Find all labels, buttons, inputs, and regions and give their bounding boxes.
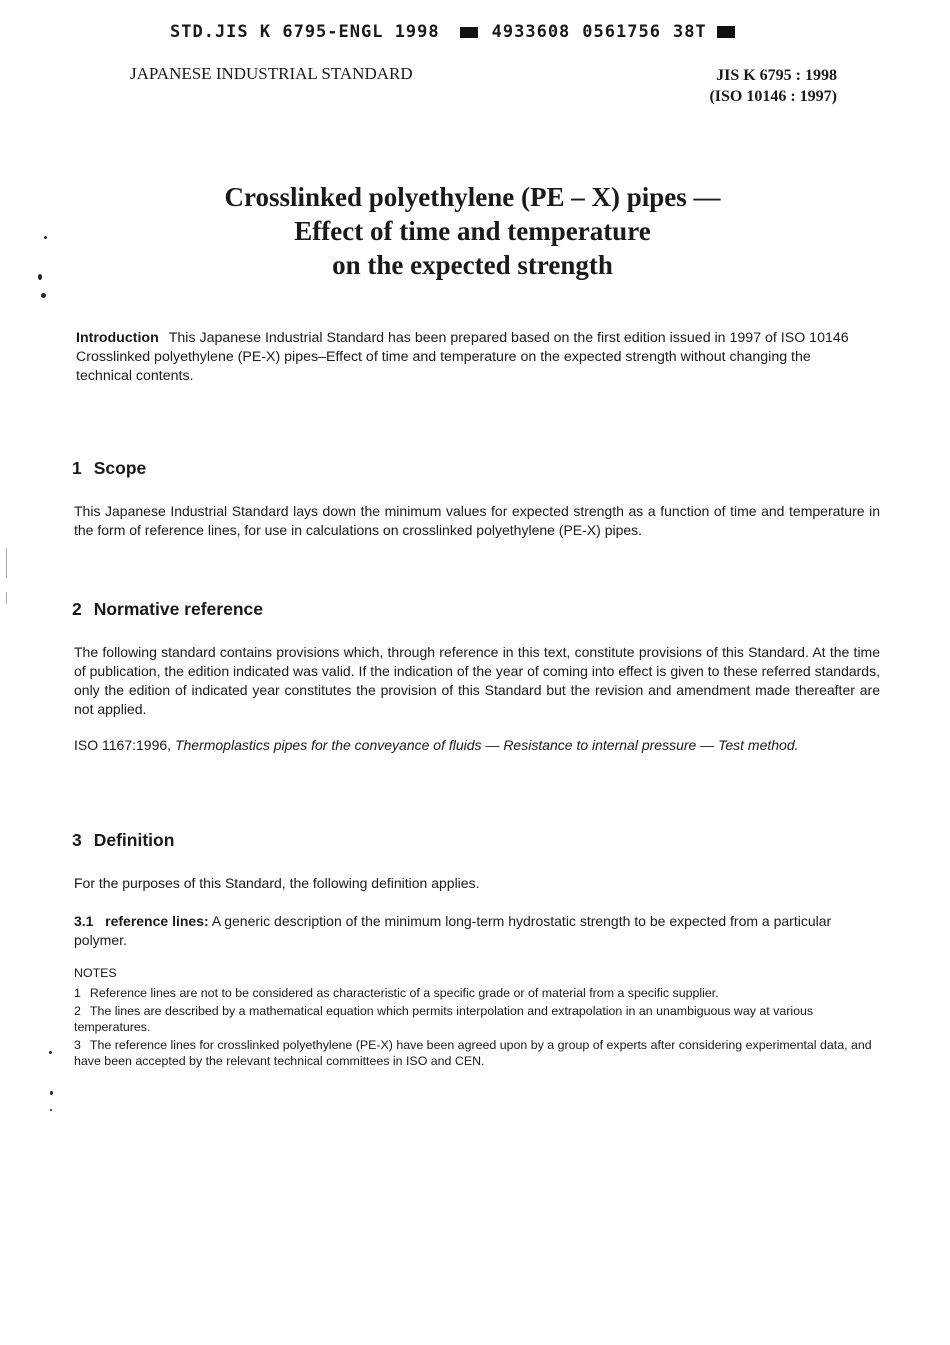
- note-text: Reference lines are not to be considered as characteristic of a specific grade or of material from a specific supplier.: [89, 986, 719, 1000]
- item-text: A generic description of the minimum long-term hydrostatic strength to be expected from a particular polymer.: [74, 913, 832, 948]
- jis-number: JIS K 6795 : 1998: [716, 67, 837, 84]
- section-heading-scope: [72, 458, 146, 479]
- notes-block: [74, 965, 880, 1071]
- notes-heading: NOTES: [74, 966, 117, 980]
- note-item: [74, 985, 880, 1001]
- note-text: The reference lines for crosslinked polyethylene (PE-X) have been agreed upon by a group of experts after considering experimental data, and have been accepted by the relevant technical committees in ISO and CEN.: [74, 1038, 872, 1068]
- note-number: 3: [74, 1038, 81, 1052]
- section-number: 3: [72, 830, 82, 850]
- normative-reference-entry: [74, 736, 880, 755]
- introduction-text: This Japanese Industrial Standard has been prepared based on the first edition issued in 1997 of ISO 10146 Crosslinked polyethylene (PE-X) pipes–Effect of time and temperature on the expected strength without changing the technical contents.: [76, 330, 849, 384]
- definition-item: [74, 912, 880, 950]
- scan-speck: [50, 1109, 52, 1111]
- redaction-block: [717, 26, 735, 38]
- reference-title: Thermoplastics pipes for the conveyance of fluids — Resistance to internal pressure — Test method.: [174, 737, 799, 753]
- scan-speck: [50, 1091, 53, 1095]
- title-line-3: on the expected strength: [332, 250, 613, 280]
- introduction: [76, 329, 866, 386]
- note-number: 1: [74, 986, 81, 1000]
- title-line-2: Effect of time and temperature: [294, 216, 651, 246]
- introduction-heading: Introduction: [76, 330, 159, 346]
- stamp-code-3: 38T: [672, 22, 707, 42]
- item-number: 3.1: [74, 913, 94, 929]
- standard-type: JAPANESE INDUSTRIAL STANDARD: [130, 64, 413, 83]
- note-item: [74, 1003, 880, 1035]
- reference-id: ISO 1167:1996,: [74, 737, 172, 753]
- redaction-block: [460, 27, 478, 38]
- stamp-prefix: STD.JIS K 6795-ENGL 1998: [170, 22, 440, 42]
- section-title: Scope: [93, 458, 147, 478]
- scan-edge-line: [6, 548, 7, 578]
- note-text: The lines are described by a mathematical equation which permits interpolation and extrapolation in an unambiguous way at various temperatures.: [74, 1004, 814, 1034]
- stamp-code-1: 4933608: [491, 22, 571, 42]
- stamp-code-2: 0561756: [582, 22, 661, 42]
- title-line-1: Crosslinked polyethylene (PE – X) pipes —: [224, 182, 721, 212]
- iso-number: (ISO 10146 : 1997): [709, 88, 837, 105]
- scan-edge-line: [6, 592, 7, 604]
- scan-speck: [49, 1051, 52, 1054]
- section-title: Normative reference: [93, 599, 263, 619]
- scope-paragraph: This Japanese Industrial Standard lays down the minimum values for expected strength as a function of time and temperature in the form of reference lines, for use in calculations on crosslinked polyethylene (PE-X) pipes.: [74, 503, 880, 538]
- section-number: 1: [72, 458, 82, 478]
- note-item: [74, 1037, 880, 1069]
- standard-number: [709, 65, 837, 107]
- section-number: 2: [72, 599, 82, 619]
- section-title: Definition: [93, 830, 175, 850]
- definition-intro: For the purposes of this Standard, the following definition applies.: [74, 875, 480, 891]
- section-heading-normative: [72, 599, 263, 620]
- print-stamp: [170, 22, 735, 42]
- scan-speck: [38, 274, 42, 280]
- section-heading-definition: [72, 830, 174, 851]
- scan-speck: [41, 293, 46, 298]
- scan-speck: [44, 236, 47, 239]
- normative-paragraph: The following standard contains provisions which, through reference in this text, constitute provisions of this Standard. At the time of publication, the edition indicated was valid. If the indication of the year of coming into effect is given to these referred standards, only the edition of indicated year constitutes the provision of this Standard but the revision and amendment made thereafter are not applied.: [74, 644, 880, 717]
- note-number: 2: [74, 1004, 81, 1018]
- item-term: reference lines:: [105, 913, 209, 929]
- document-title: [0, 180, 945, 282]
